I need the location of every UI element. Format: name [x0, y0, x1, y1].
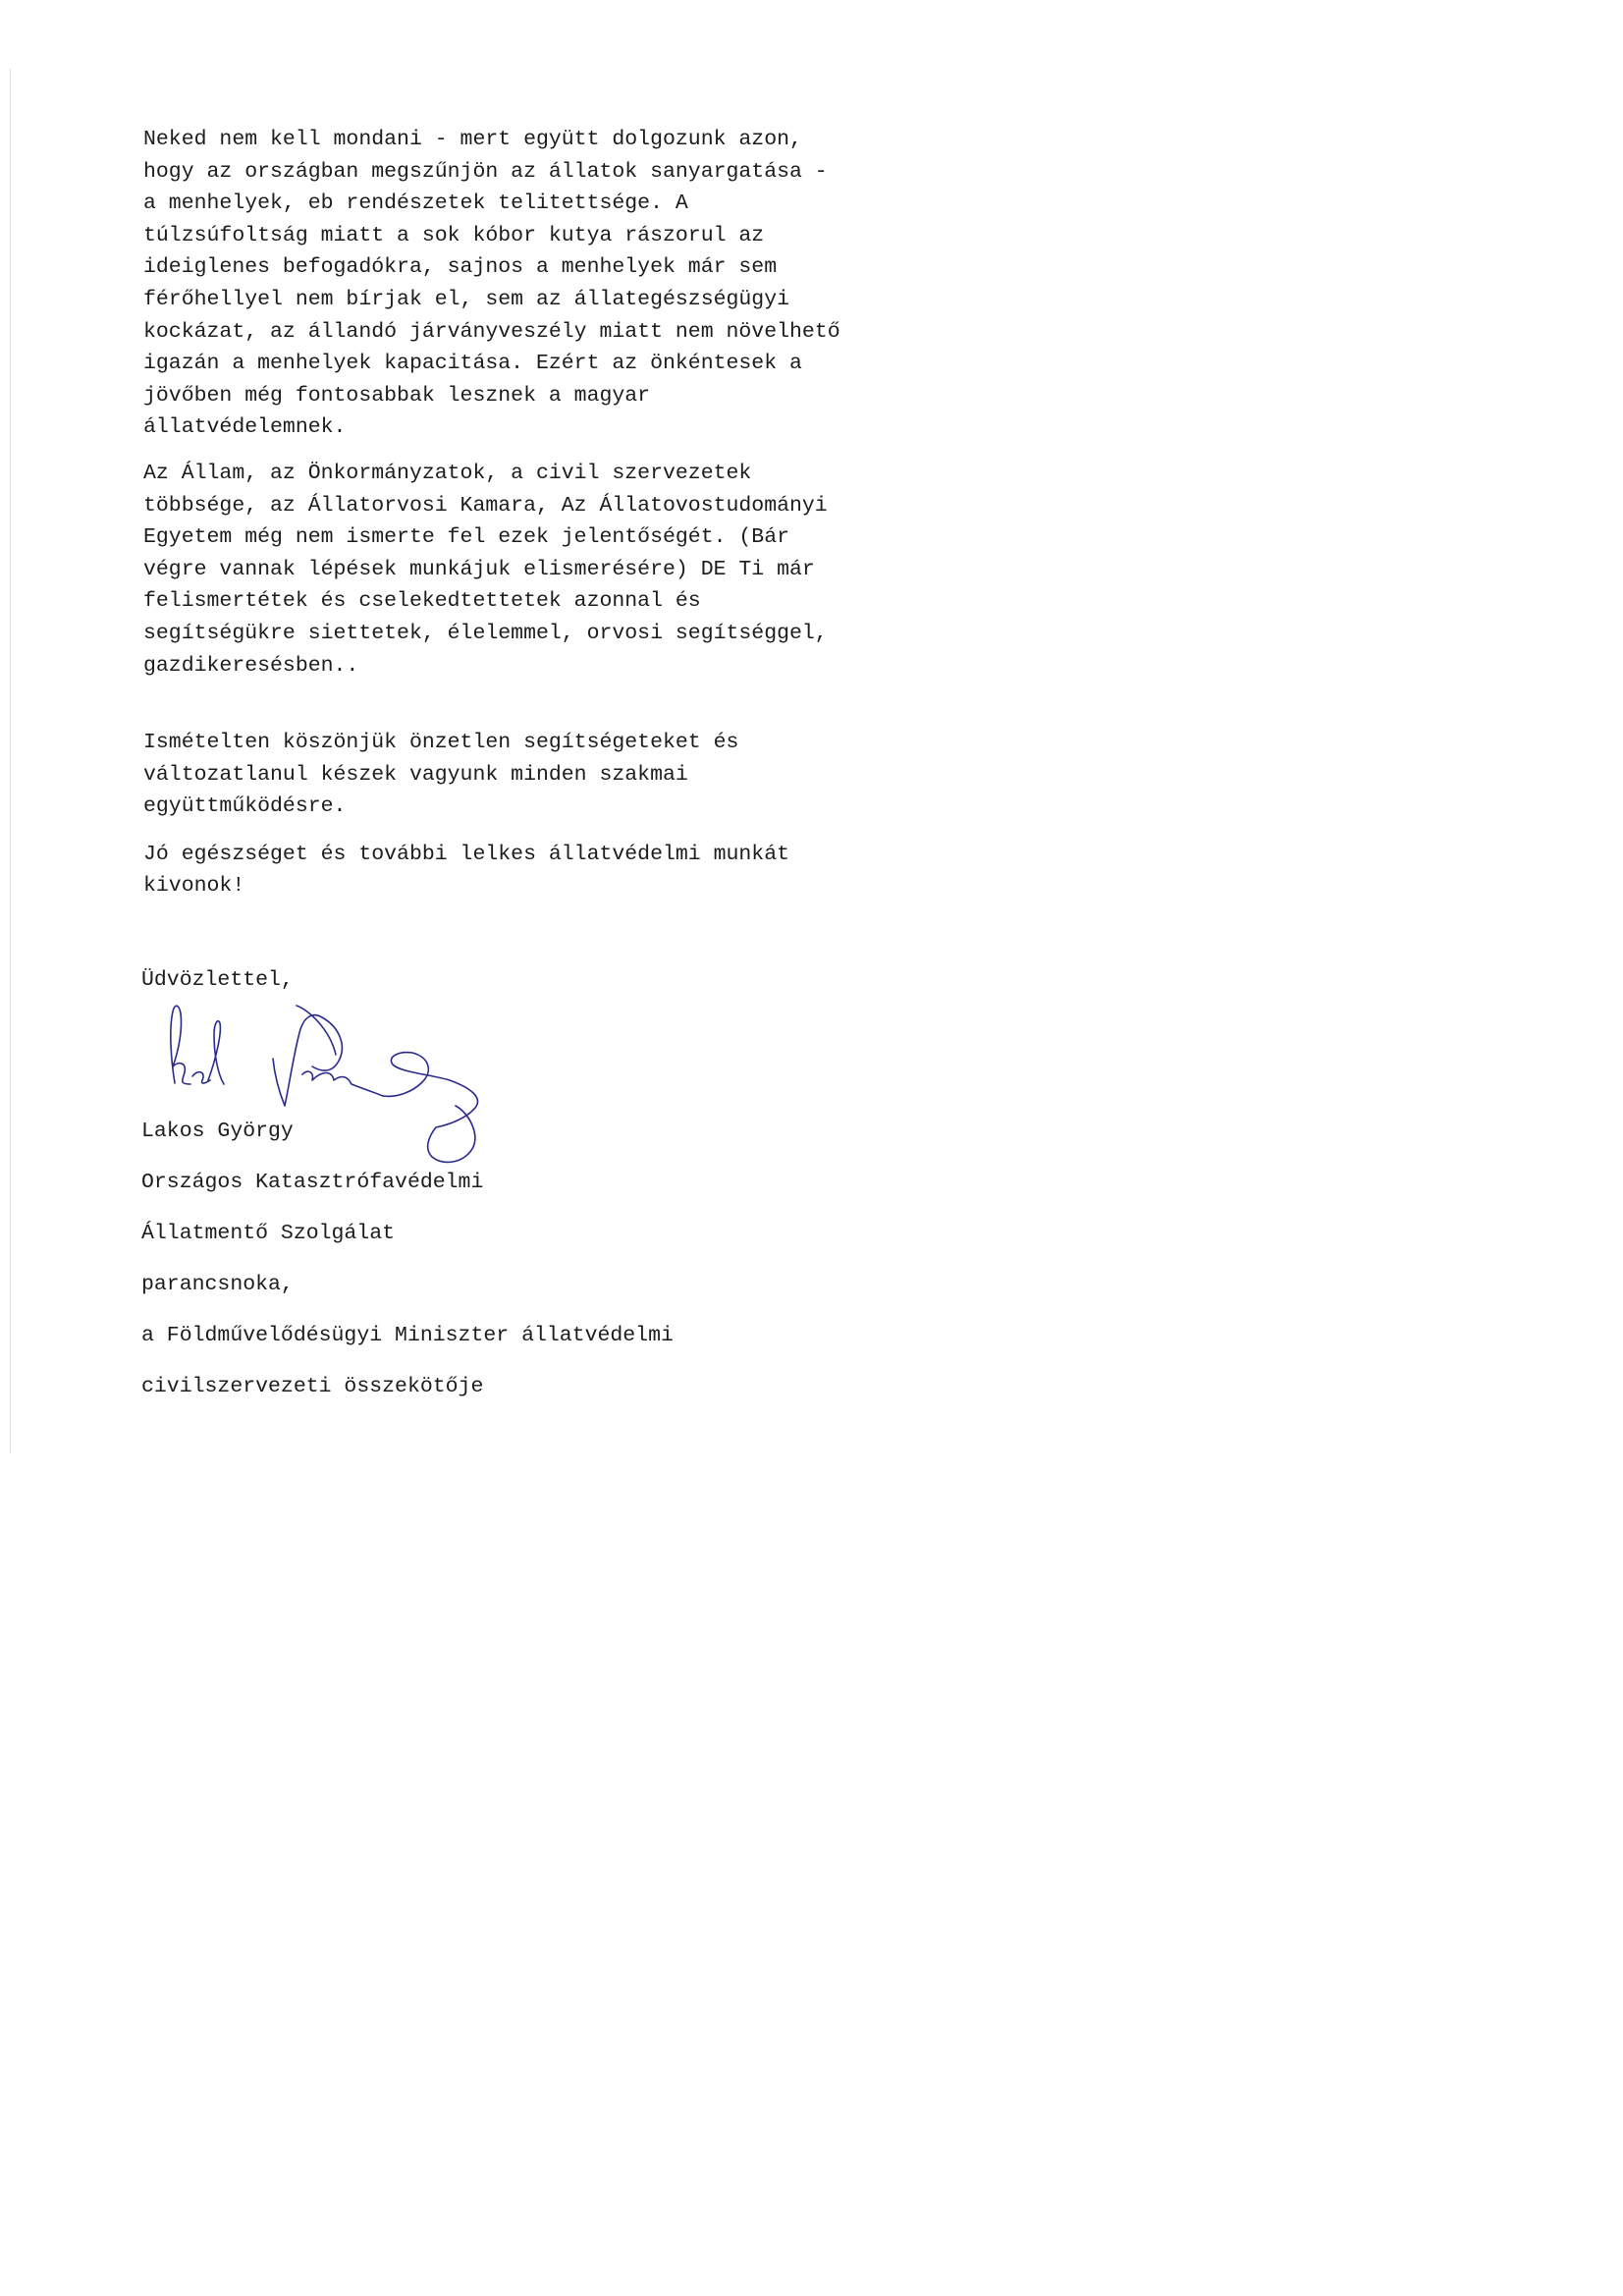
scan-margin-line — [10, 69, 11, 1453]
signatory-title-line-2: Állatmentő Szolgálat — [141, 1222, 396, 1245]
paragraph-2: Az Állam, az Önkormányzatok, a civil szervezetek többsége, az Állatorvosi Kamara, Az Állatovostudományi Egyetem még nem ismerte fel ezek jelentőségét. (Bár végre vannak lépések munkájuk elismerésére) DE Ti már felismertétek és cselekedtettetek azonnal és segítségükre siettetek, élelemmel, orvosi segítséggel, gazdikeresésben.. — [143, 461, 828, 678]
signatory-title-line-3: parancsnoka, — [141, 1273, 294, 1296]
signatory-title-line-1: Országos Katasztrófavédelmi — [141, 1171, 484, 1194]
signatory-title-line-4: a Földművelődésügyi Miniszter állatvédelmi — [141, 1324, 674, 1347]
paragraph-3: Ismételten köszönjük önzetlen segítségeteket és változatlanul készek vagyunk minden szakmai együttműködésre. — [143, 731, 739, 819]
paragraph-1: Neked nem kell mondani - mert együtt dolgozunk azon, hogy az országban megszűnjön az állatok sanyargatása - a menhelyek, eb rendészetek telitettsége. A túlzsúfoltság miatt a sok kóbor kutya rászorul az ideiglenes befogadókra, sajnos a menhelyek már sem férőhellyel nem bírjak el, sem az állategészségügyi kockázat, az állandó járványveszély miatt nem növelhető igazán a menhelyek kapacitása. Ezért az önkéntesek a jövőben még fontosabbak lesznek a magyar állatvédelemnek. — [143, 128, 840, 440]
paragraph-4: Jó egészséget és további lelkes állatvédelmi munkát kivonok! — [143, 842, 790, 899]
signatory-name: Lakos György — [141, 1120, 294, 1143]
signatory-title-line-5: civilszervezeti összekötője — [141, 1375, 484, 1398]
closing-salutation: Üdvözlettel, — [141, 968, 294, 992]
letter-body — [143, 124, 988, 902]
